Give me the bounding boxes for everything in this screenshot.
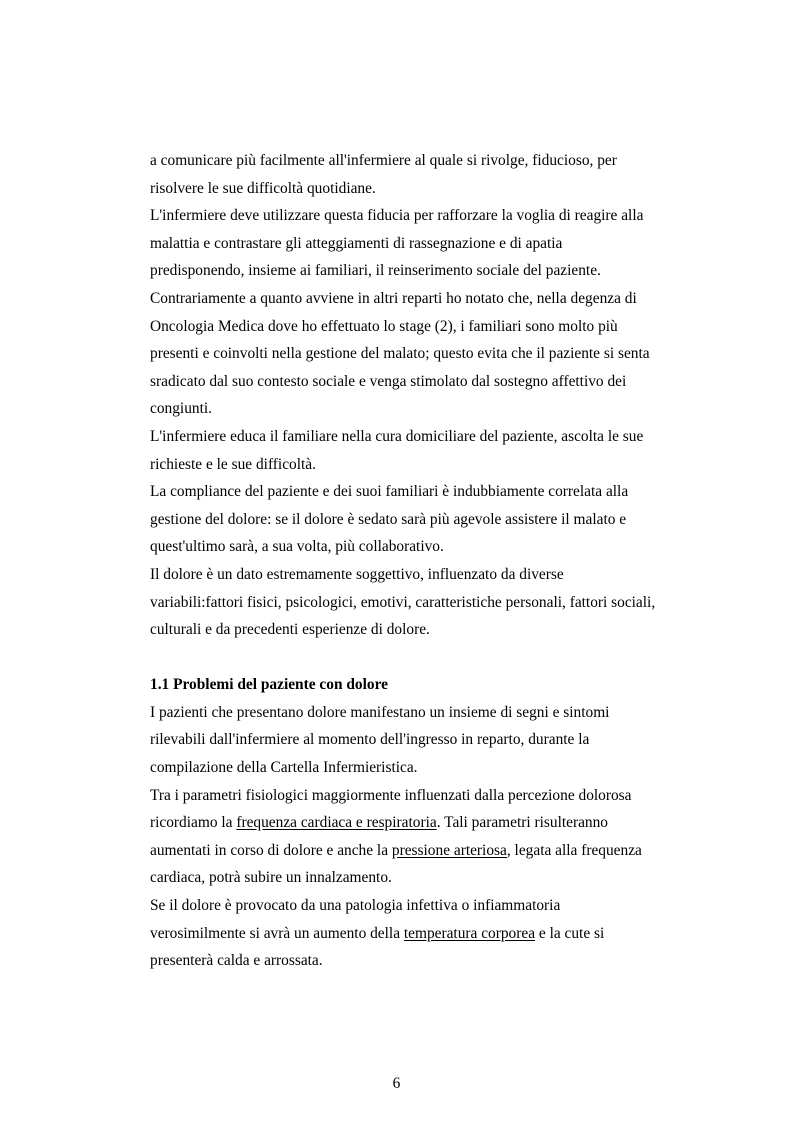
- text-run: aumentati in corso di dolore e anche la: [150, 841, 392, 859]
- underlined-term-body-temperature: temperatura corporea: [403, 924, 536, 942]
- paragraph: [150, 782, 690, 892]
- text-line: congiunti.: [150, 400, 212, 418]
- text-line: quest'ultimo sarà, a sua volta, più collaborativo.: [150, 538, 444, 556]
- text-line: a comunicare più facilmente all'infermiere al quale si rivolge, fiducioso, per: [150, 152, 617, 169]
- text-line: Tra i parametri fisiologici maggiormente influenzati dalla percezione dolorosa: [150, 786, 632, 804]
- section-heading: 1.1 Problemi del paziente con dolore: [150, 676, 388, 694]
- text-run: e la cute si: [535, 924, 605, 942]
- text-line: culturali e da precedenti esperienze di dolore.: [150, 621, 430, 639]
- text-line: Se il dolore è provocato da una patologia infettiva o infiammatoria: [150, 897, 561, 915]
- text-run: verosimilmente si avrà un aumento della: [150, 924, 404, 942]
- text-line: sradicato dal suo contesto sociale e venga stimolato dal sostegno affettivo dei: [150, 372, 627, 390]
- page-content: [150, 147, 690, 975]
- text-line: Oncologia Medica dove ho effettuato lo stage (2), i familiari sono molto più: [150, 317, 618, 335]
- text-line: [150, 809, 690, 837]
- text-line: presenterà calda e arrossata.: [150, 952, 323, 970]
- page-number: 6: [392, 1075, 401, 1092]
- paragraph-spacer: [150, 644, 690, 672]
- text-run: , legata alla frequenza: [506, 841, 642, 859]
- paragraph: [150, 285, 690, 423]
- text-run: ricordiamo la: [150, 814, 237, 832]
- paragraph: [150, 147, 690, 202]
- paragraph: [150, 202, 690, 285]
- text-line: Il dolore è un dato estremamente soggettivo, influenzato da diverse: [150, 565, 564, 583]
- text-line: L'infermiere educa il familiare nella cura domiciliare del paziente, ascolta le sue: [150, 427, 644, 445]
- text-line: I pazienti che presentano dolore manifestano un insieme di segni e sintomi: [150, 703, 610, 721]
- underlined-term-heart-respiratory-rate: frequenza cardiaca e respiratoria: [236, 814, 437, 832]
- text-line: [150, 920, 690, 948]
- text-line: [150, 837, 690, 865]
- text-line: rilevabili dall'infermiere al momento dell'ingresso in reparto, durante la: [150, 731, 590, 749]
- paragraph: [150, 699, 690, 782]
- text-line: variabili:fattori fisici, psicologici, emotivi, caratteristiche personali, fattori sociali,: [150, 593, 656, 611]
- text-line: richieste e le sue difficoltà.: [150, 455, 316, 473]
- paragraph: [150, 561, 690, 644]
- text-line: malattia e contrastare gli atteggiamenti di rassegnazione e di apatia: [150, 234, 563, 252]
- text-line: La compliance del paziente e dei suoi familiari è indubbiamente correlata alla: [150, 483, 629, 501]
- text-line: gestione del dolore: se il dolore è sedato sarà più agevole assistere il malato e: [150, 510, 627, 528]
- paragraph: [150, 892, 690, 975]
- text-line: cardiaca, potrà subire un innalzamento.: [150, 869, 392, 887]
- text-line: Contrariamente a quanto avviene in altri reparti ho notato che, nella degenza di: [150, 289, 637, 307]
- text-run: . Tali parametri risulteranno: [436, 814, 608, 832]
- text-line: L'infermiere deve utilizzare questa fiducia per rafforzare la voglia di reagire alla: [150, 207, 644, 225]
- text-line: presenti e coinvolti nella gestione del malato; questo evita che il paziente si senta: [150, 345, 650, 363]
- paragraph: [150, 478, 690, 561]
- paragraph: [150, 423, 690, 478]
- text-line: predisponendo, insieme ai familiari, il reinserimento sociale del paziente.: [150, 262, 601, 280]
- text-line: risolvere le sue difficoltà quotidiane.: [150, 179, 376, 197]
- underlined-term-blood-pressure: pressione arteriosa: [391, 841, 507, 859]
- text-line: compilazione della Cartella Infermieristica.: [150, 759, 418, 777]
